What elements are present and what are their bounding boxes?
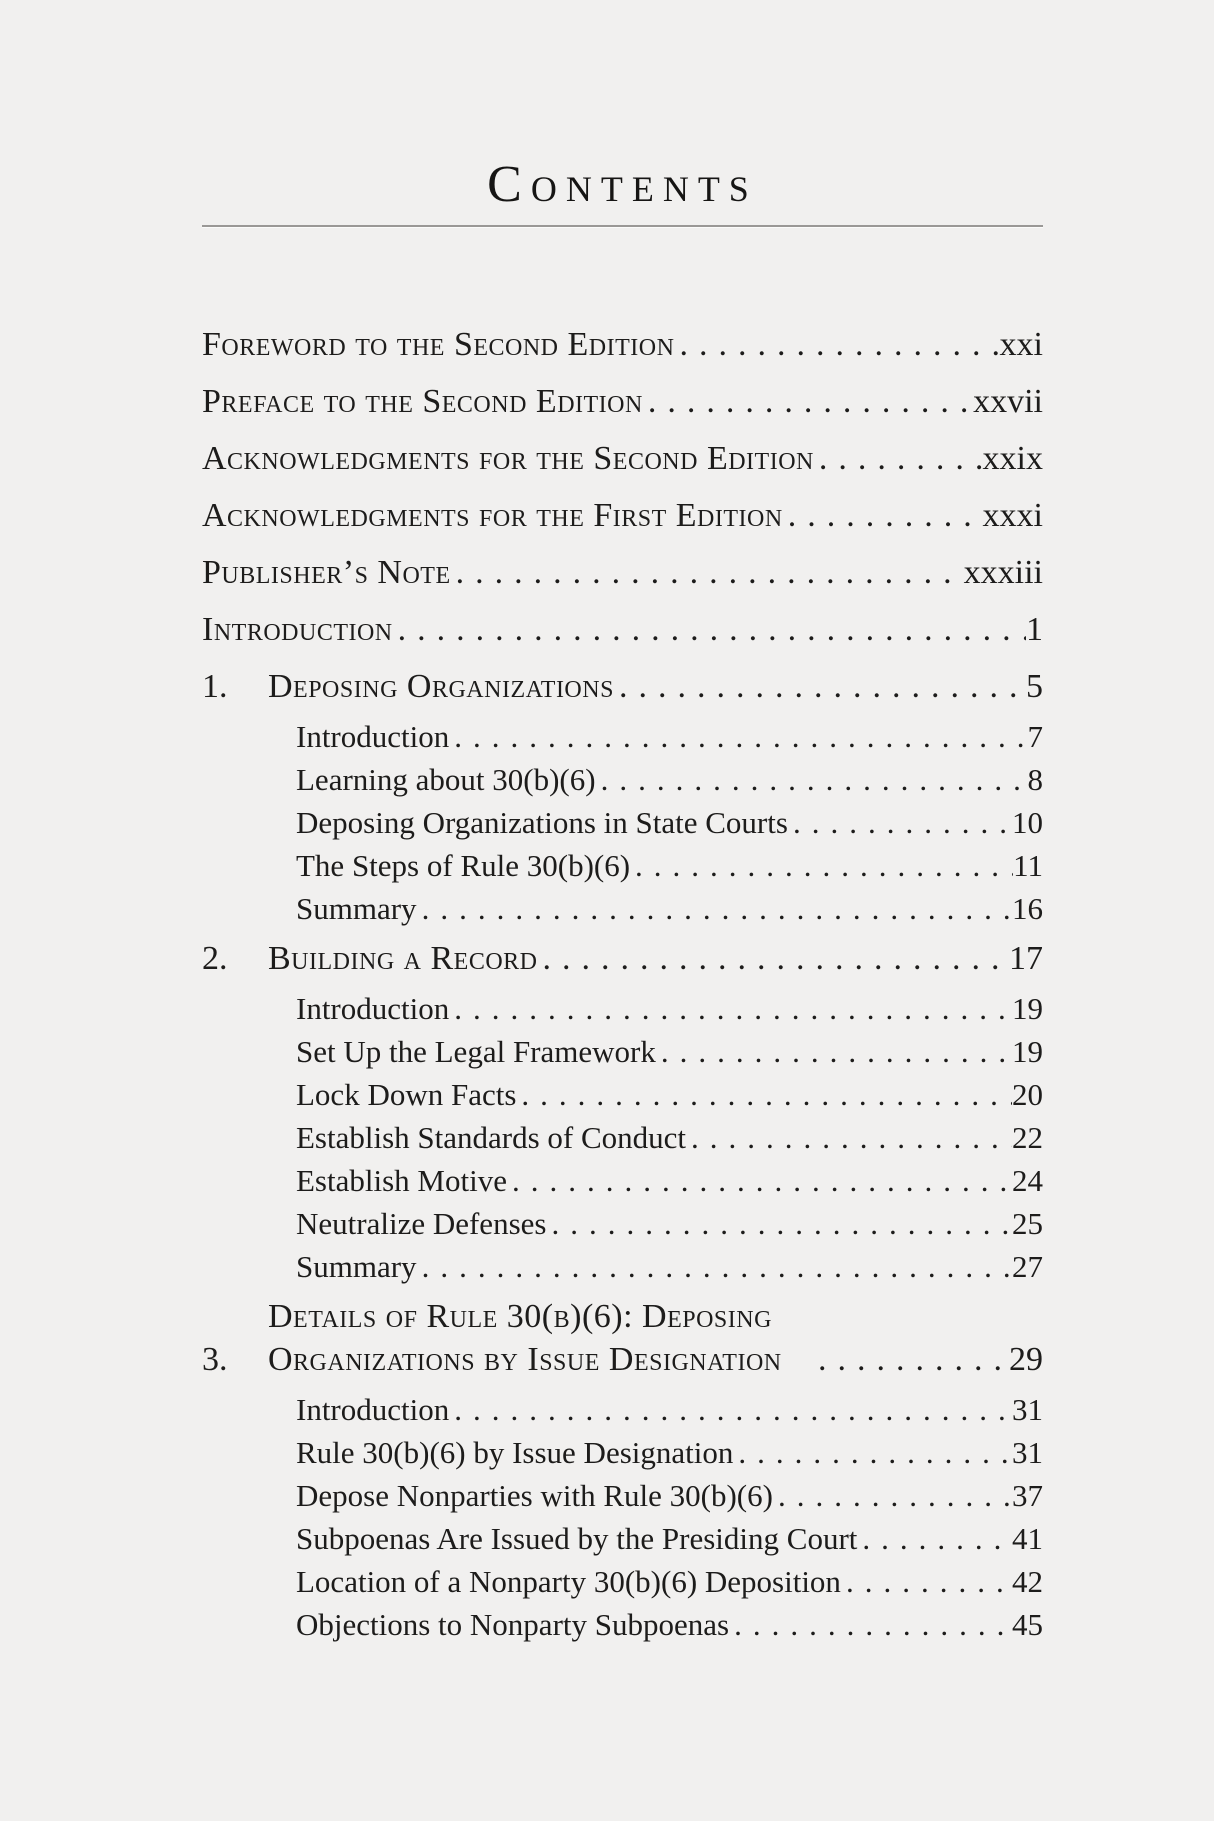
toc-entry-label: Rule 30(b)(6) by Issue Designation: [296, 1435, 734, 1470]
toc-entry-page: 20: [1012, 1077, 1043, 1112]
toc-entry-label: Publisher’s Note: [202, 554, 451, 591]
toc-chapter: [202, 930, 1043, 1288]
toc-section-entry: [202, 1431, 1043, 1474]
toc-entry-label: Acknowledgments for the Second Edition: [202, 440, 814, 477]
toc-entry-label: Summary: [296, 891, 417, 926]
toc-entry-page: 16: [1012, 891, 1043, 926]
dot-leader: [813, 1338, 1009, 1381]
dot-leader: [686, 1116, 1012, 1159]
dot-leader: [841, 1560, 1012, 1603]
dot-leader: [393, 601, 1026, 658]
toc-entry-page: 37: [1012, 1478, 1043, 1513]
toc-section-entry: [202, 887, 1043, 930]
dot-leader: [630, 844, 1013, 887]
toc-entry-page: 29: [1009, 1341, 1043, 1378]
toc-entry-front-matter: [202, 373, 1043, 430]
dot-leader: [451, 544, 964, 601]
page-title: Contents: [487, 156, 758, 213]
dot-leader: [656, 1030, 1012, 1073]
toc-section-entry: [202, 801, 1043, 844]
title-rule: [202, 225, 1043, 227]
chapter-title: Details of Rule 30(b)(6): Deposing Organizations by Issue Designation: [268, 1298, 782, 1378]
dot-leader: [783, 487, 983, 544]
toc-entry-page: 5: [1026, 668, 1043, 705]
toc-section-entry: [202, 1030, 1043, 1073]
toc-entry-page: 11: [1013, 848, 1043, 883]
toc-entry-page: 22: [1012, 1120, 1043, 1155]
toc-entry-label: Introduction: [296, 719, 450, 754]
toc-entry-page: xxxiii: [963, 554, 1043, 591]
toc-entry-front-matter: [202, 601, 1043, 658]
toc-entry-page: 17: [1009, 940, 1043, 977]
toc-entry-label: Preface to the Second Edition: [202, 383, 643, 420]
toc-entry-page: 7: [1027, 719, 1043, 754]
toc-entry-page: 41: [1012, 1521, 1043, 1556]
toc-entry-label: Introduction: [202, 611, 393, 648]
toc-chapter: [202, 658, 1043, 930]
toc-entry-page: 24: [1012, 1163, 1043, 1198]
chapter-number: 3.: [202, 1341, 228, 1378]
toc-entry-page: 31: [1012, 1435, 1043, 1470]
toc-entry-front-matter: [202, 544, 1043, 601]
toc-entry-label: Set Up the Legal Framework: [296, 1034, 656, 1069]
toc-entry-page: 42: [1012, 1564, 1043, 1599]
toc-section-entry: [202, 987, 1043, 1030]
dot-leader: [733, 1431, 1012, 1474]
dot-leader: [507, 1159, 1012, 1202]
chapter-title: Deposing Organizations: [268, 668, 614, 705]
toc-entry-page: 45: [1012, 1607, 1043, 1642]
dot-leader: [729, 1603, 1012, 1646]
toc-section-entry: [202, 1474, 1043, 1517]
toc-entry-page: xxxi: [982, 497, 1043, 534]
toc-entry-label: The Steps of Rule 30(b)(6): [296, 848, 631, 883]
contents-column: [202, 0, 1043, 1646]
dot-leader: [546, 1202, 1012, 1245]
dot-leader: [857, 1517, 1012, 1560]
toc-section-entry: [202, 1159, 1043, 1202]
dot-leader: [449, 715, 1027, 758]
toc-entry-label: Introduction: [296, 1392, 450, 1427]
toc-entry-label: Learning about 30(b)(6): [296, 762, 596, 797]
toc-entry-front-matter: [202, 316, 1043, 373]
toc-section-entry: [202, 1202, 1043, 1245]
toc-entry-label: Lock Down Facts: [296, 1077, 517, 1112]
toc-chapter-heading: [202, 930, 1043, 987]
toc-entry-label: Establish Standards of Conduct: [296, 1120, 687, 1155]
toc-entry-front-matter: [202, 430, 1043, 487]
toc-section-entry: [202, 844, 1043, 887]
chapter-number: 1.: [202, 668, 228, 705]
dot-leader: [674, 316, 999, 373]
dot-leader: [773, 1474, 1012, 1517]
toc-section-entry: [202, 1245, 1043, 1288]
toc-entry-page: 19: [1012, 991, 1043, 1026]
toc-chapter-heading: [202, 658, 1043, 715]
toc-entry-label: Subpoenas Are Issued by the Presiding Court: [296, 1521, 858, 1556]
toc-chapter: [202, 1288, 1043, 1646]
toc-entry-front-matter: [202, 487, 1043, 544]
toc-entry-page: 25: [1012, 1206, 1043, 1241]
dot-leader: [788, 801, 1012, 844]
toc-entry-label: Deposing Organizations in State Courts: [296, 805, 788, 840]
toc-section-entry: [202, 758, 1043, 801]
toc-entry-page: xxvii: [973, 383, 1043, 420]
dot-leader: [643, 373, 973, 430]
dot-leader: [596, 758, 1028, 801]
chapter-number: 2.: [202, 940, 228, 977]
toc-entry-page: xxi: [999, 326, 1043, 363]
chapter-title: Building a Record: [268, 940, 538, 977]
toc-chapter-heading: [202, 1288, 1043, 1388]
toc-entry-label: Neutralize Defenses: [296, 1206, 547, 1241]
toc-entry-page: 8: [1027, 762, 1043, 797]
toc-section-entry: [202, 1517, 1043, 1560]
toc-entry-label: Depose Nonparties with Rule 30(b)(6): [296, 1478, 773, 1513]
toc-entry-label: Acknowledgments for the First Edition: [202, 497, 783, 534]
toc-entry-label: Foreword to the Second Edition: [202, 326, 675, 363]
toc-entry-label: Summary: [296, 1249, 417, 1284]
dot-leader: [516, 1073, 1012, 1116]
toc-section-entry: [202, 1603, 1043, 1646]
toc-entry-label: Objections to Nonparty Subpoenas: [296, 1607, 730, 1642]
toc-entry-page: 10: [1012, 805, 1043, 840]
toc-entry-page: 27: [1012, 1249, 1043, 1284]
toc-entry-page: xxix: [982, 440, 1043, 477]
toc-entry-label: Introduction: [296, 991, 450, 1026]
toc-section-entry: [202, 1073, 1043, 1116]
dot-leader: [538, 937, 1010, 980]
dot-leader: [449, 987, 1012, 1030]
table-of-contents: [202, 316, 1043, 1646]
toc-entry-page: 31: [1012, 1392, 1043, 1427]
toc-section-entry: [202, 1388, 1043, 1431]
dot-leader: [417, 887, 1012, 930]
toc-entry-label: Location of a Nonparty 30(b)(6) Deposition: [296, 1564, 841, 1599]
dot-leader: [449, 1388, 1012, 1431]
dot-leader: [417, 1245, 1012, 1288]
toc-entry-page: 1: [1026, 611, 1043, 648]
toc-section-entry: [202, 1560, 1043, 1603]
dot-leader: [814, 430, 983, 487]
toc-section-entry: [202, 715, 1043, 758]
toc-section-entry: [202, 1116, 1043, 1159]
toc-entry-label: Establish Motive: [296, 1163, 507, 1198]
dot-leader: [614, 665, 1026, 708]
toc-entry-page: 19: [1012, 1034, 1043, 1069]
